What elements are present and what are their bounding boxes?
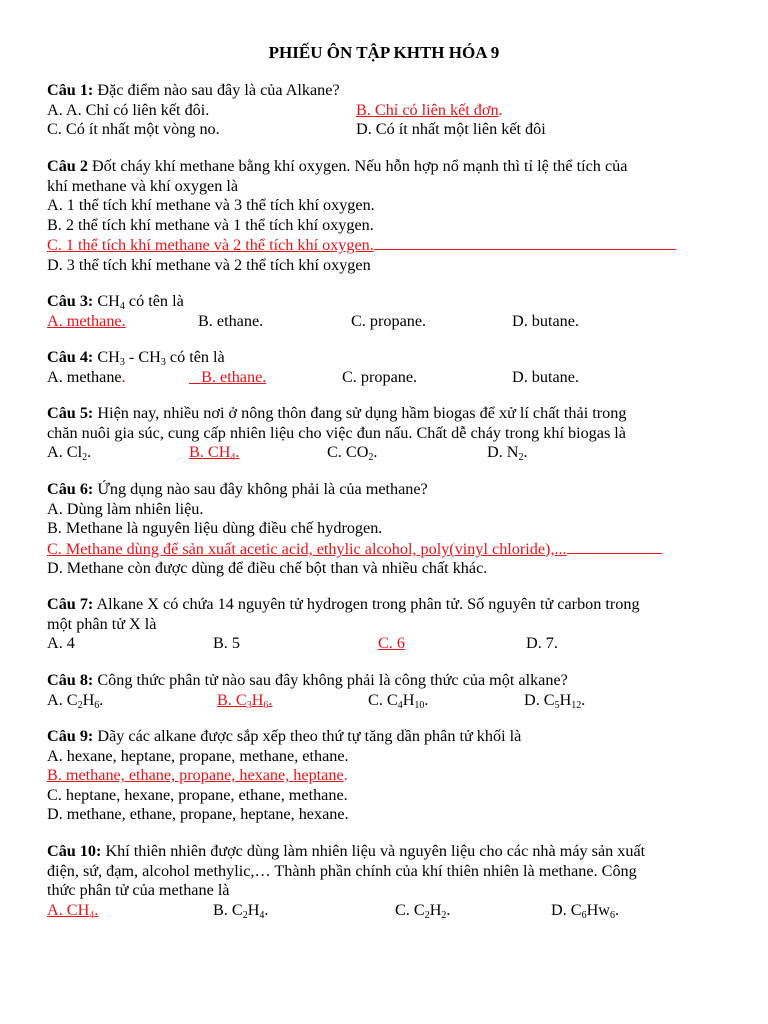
- question-2: [47, 157, 727, 276]
- option-d: D. 3 thể tích khí methane và 2 thể tích khí oxygen: [47, 255, 371, 274]
- question-7-options: [47, 634, 727, 654]
- option-d: D. butane.: [512, 367, 579, 386]
- question-8-options: [47, 691, 727, 711]
- question-6-stem: Câu 6: Ứng dụng nào sau đây không phải là của methane?: [47, 480, 428, 498]
- question-10-stem-cont-2: thức phân tử của methane là: [47, 881, 230, 900]
- question-3-stem: Câu 3: $CH_4$ có tên là: [47, 292, 184, 312]
- question-5-options: [47, 443, 727, 463]
- option-a: A. methane.: [47, 367, 126, 386]
- option-b: B. 5: [213, 634, 240, 653]
- option-b: B. $C_2H_4$.: [213, 900, 269, 921]
- option-c-correct: C. 6: [378, 634, 405, 653]
- question-label: Câu 7:: [47, 595, 94, 613]
- option-b: B. methane, ethane, propane, hexane, heptane.: [47, 766, 348, 785]
- question-label: Câu 1:: [47, 81, 94, 99]
- option-a: A. 4: [47, 634, 75, 653]
- correct-answer: B. Chỉ có liên kết đơn: [356, 100, 499, 119]
- option-c: C. Có ít nhất một vòng no.: [47, 120, 220, 139]
- question-4: [47, 348, 727, 387]
- option-c: C. $C_4H_{10}$.: [368, 690, 429, 711]
- question-5-stem-cont: chăn nuôi gia súc, cung cấp nhiên liệu cho việc đun nấu. Chất dễ cháy trong khí biogas là: [47, 423, 626, 442]
- question-label: Câu 6:: [47, 480, 94, 498]
- question-label: Câu 5:: [47, 404, 94, 422]
- question-7-stem-cont: một phân tử X là: [47, 614, 157, 633]
- option-a: A. $C_2H_6$.: [47, 690, 104, 711]
- correct-answer: B. methane, ethane, propane, hexane, heptane: [47, 766, 344, 785]
- question-5: [47, 404, 727, 463]
- correct-answer: C. 1 thể tích khí methane và 2 thể tích khí oxygen.: [47, 236, 374, 255]
- option-c: C. propane.: [351, 311, 427, 330]
- question-4-options: [47, 368, 727, 388]
- option-c: C. heptane, hexane, propane, ethane, methane.: [47, 785, 348, 804]
- option-d: D. $C_6Hw_6$.: [551, 900, 620, 921]
- option-b-correct: B. ethane.: [201, 367, 267, 386]
- question-1-options-row-2: [47, 120, 727, 140]
- answer-underline: [567, 539, 662, 554]
- option-a: A. hexane, heptane, propane, methane, ethane.: [47, 746, 349, 765]
- correct-answer: C. Methane dùng để sản xuất acetic acid, ethylic alcohol, poly(vinyl chloride),...: [47, 539, 567, 558]
- option-a: A. A. Chỉ có liên kết đôi.: [47, 100, 210, 119]
- question-10: [47, 842, 727, 920]
- question-9-stem: Câu 9: Dãy các alkane được sắp xếp theo thứ tự tăng dần phân tử khối là: [47, 727, 522, 745]
- question-3-options: [47, 312, 727, 332]
- question-label: Câu 2: [47, 157, 88, 175]
- option-b-correct: B. $C_3H_6$.: [217, 690, 273, 711]
- option-d: D. Methane còn được dùng để điều chế bột than và nhiều chất khác.: [47, 559, 488, 578]
- question-label: Câu 9:: [47, 727, 94, 745]
- question-1-stem: Câu 1: Đặc điểm nào sau đây là của Alkane?: [47, 81, 340, 99]
- question-6: [47, 480, 727, 579]
- page-title: PHIẾU ÔN TẬP KHTH HÓA 9: [268, 43, 500, 62]
- option-d: D. 7.: [526, 634, 558, 653]
- question-10-stem-cont: điện, sứ, đạm, alcohol methylic,… Thành phần chính của khí thiên nhiên là methane. Công: [47, 861, 637, 880]
- question-label: Câu 10:: [47, 842, 102, 860]
- option-b: B. Chỉ có liên kết đơn.: [356, 100, 503, 119]
- question-3: [47, 292, 727, 331]
- question-label: Câu 4:: [47, 348, 94, 366]
- question-10-options: [47, 901, 727, 921]
- option-d: D. butane.: [512, 311, 579, 330]
- option-d: D. $N_2$.: [487, 443, 528, 464]
- question-8: [47, 671, 727, 710]
- answer-underline: [374, 235, 676, 250]
- option-b-correct: B. $CH_4$.: [189, 443, 240, 464]
- question-label: Câu 8:: [47, 671, 94, 689]
- option-a: A. 1 thể tích khí methane và 3 thể tích khí oxygen.: [47, 196, 375, 215]
- option-b: B. 2 thể tích khí methane và 1 thể tích khí oxygen.: [47, 215, 374, 234]
- option-c: [47, 539, 727, 560]
- option-d: D. $C_5H_{12}$.: [524, 690, 586, 711]
- question-2-stem: Câu 2 Đốt cháy khí methane bằng khí oxygen. Nếu hỗn hợp nổ mạnh thì tỉ lệ thể tích của: [47, 157, 628, 175]
- question-5-stem: Câu 5: Hiện nay, nhiều nơi ở nông thôn đang sử dụng hầm biogas để xử lí chất thải trong: [47, 404, 627, 422]
- option-d: D. methane, ethane, propane, heptane, hexane.: [47, 805, 349, 824]
- question-1-options-row-1: [47, 101, 727, 121]
- option-c: C. $C_2H_2$.: [395, 900, 451, 921]
- question-2-stem-cont: khí methane và khí oxygen là: [47, 176, 239, 195]
- question-10-stem: Câu 10: Khí thiên nhiên được dùng làm nhiên liệu và nguyên liệu cho các nhà máy sản xuất: [47, 842, 646, 860]
- option-c: C. $CO_2$.: [327, 443, 378, 464]
- question-1: [47, 81, 727, 140]
- option-d: D. Có ít nhất một liên kết đôi: [356, 120, 546, 139]
- question-7: [47, 595, 727, 654]
- option-a-correct: A. $CH_4$.: [47, 900, 99, 921]
- option-c: [47, 235, 727, 256]
- question-4-stem: Câu 4: $CH_3 - CH_3$ có tên là: [47, 348, 225, 368]
- option-a: A. $Cl_2$.: [47, 443, 92, 464]
- question-8-stem: Câu 8: Công thức phân tử nào sau đây không phải là công thức của một alkane?: [47, 671, 568, 689]
- option-a: A. Dùng làm nhiên liệu.: [47, 499, 204, 518]
- option-b: B. Methane là nguyên liệu dùng điều chế hydrogen.: [47, 519, 383, 538]
- question-9: [47, 727, 727, 825]
- question-label: Câu 3:: [47, 292, 94, 310]
- question-7-stem: Câu 7: Alkane X có chứa 14 nguyên tử hydrogen trong phân tử. Số nguyên tử carbon trong: [47, 595, 640, 613]
- option-c: C. propane.: [342, 367, 418, 386]
- option-a-correct: A. methane.: [47, 311, 126, 330]
- option-b: B. ethane.: [198, 311, 264, 330]
